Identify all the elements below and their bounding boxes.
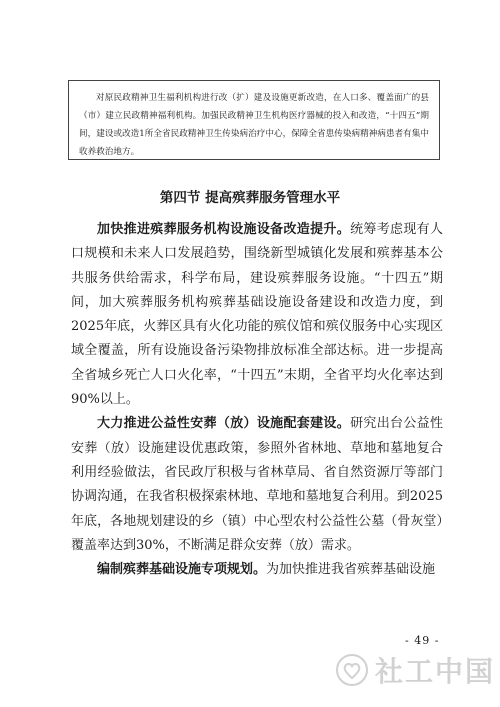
section-title: 第四节 提高殡葬服务管理水平 [159,190,341,206]
paragraph-public-burial [71,412,443,558]
note-box [68,80,440,160]
paragraph-lead: 大力推进公益性安葬（放）设施配套建设。 [97,416,351,432]
watermark [335,650,495,690]
paragraph-text: 为加快推进我省殡葬基础设施 [266,562,436,578]
note-box-text: 对原民政精神卫生福利机构进行改（扩）建及设施更新改造，在人口多、覆盖面广的县（市）建立民政精神福利机构。加强民政精神卫生机构医疗器械的投入和改造，“十四五”期间，建设或改造1所全省民政精神卫生传染病治疗中心，保障全省患传染病精神病患者有集中收养救治地方。 [79,93,429,157]
watermark-text: 社工中国 [375,655,496,688]
paragraph-planning [71,558,443,582]
paragraph-text: 统筹考虑现有人口规模和未来人口发展趋势，围绕新型城镇化发展和殡葬基本公共服务供给需求，科学布局，建设殡葬服务设施。“十四五”期间，加大殡葬服务机构殡葬基础设施设备建设和改造力度，到2025年底，火葬区具有火化功能的殡仪馆和殡仪服务中心实现区域全覆盖，所有设施设备污染物排放标准全部达标。进一步提高全省城乡死亡人口火化率，“十四五”末期，全省平均火化率达到90%以上。 [71,222,443,408]
paragraph-lead: 编制殡葬基础设施专项规划。 [97,562,267,578]
page-number: - 49 - [405,634,440,647]
paragraph-facility-upgrade [71,218,443,412]
body-text [71,218,443,582]
heart-hands-icon [335,653,369,687]
paragraph-text: 研究出台公益性安葬（放）设施建设优惠政策，参照外省林地、草地和墓地复合利用经验做法，省民政厅积极与省林草局、省自然资源厅等部门协调沟通，在我省积极探索林地、草地和墓地复合利用。到2025年底，各地规划建设的乡（镇）中心型农村公益性公墓（骨灰堂）覆盖率达到30%，不断满足群众安葬（放）需求。 [71,416,443,553]
paragraph-lead: 加快推进殡葬服务机构设施设备改造提升。 [97,222,351,237]
